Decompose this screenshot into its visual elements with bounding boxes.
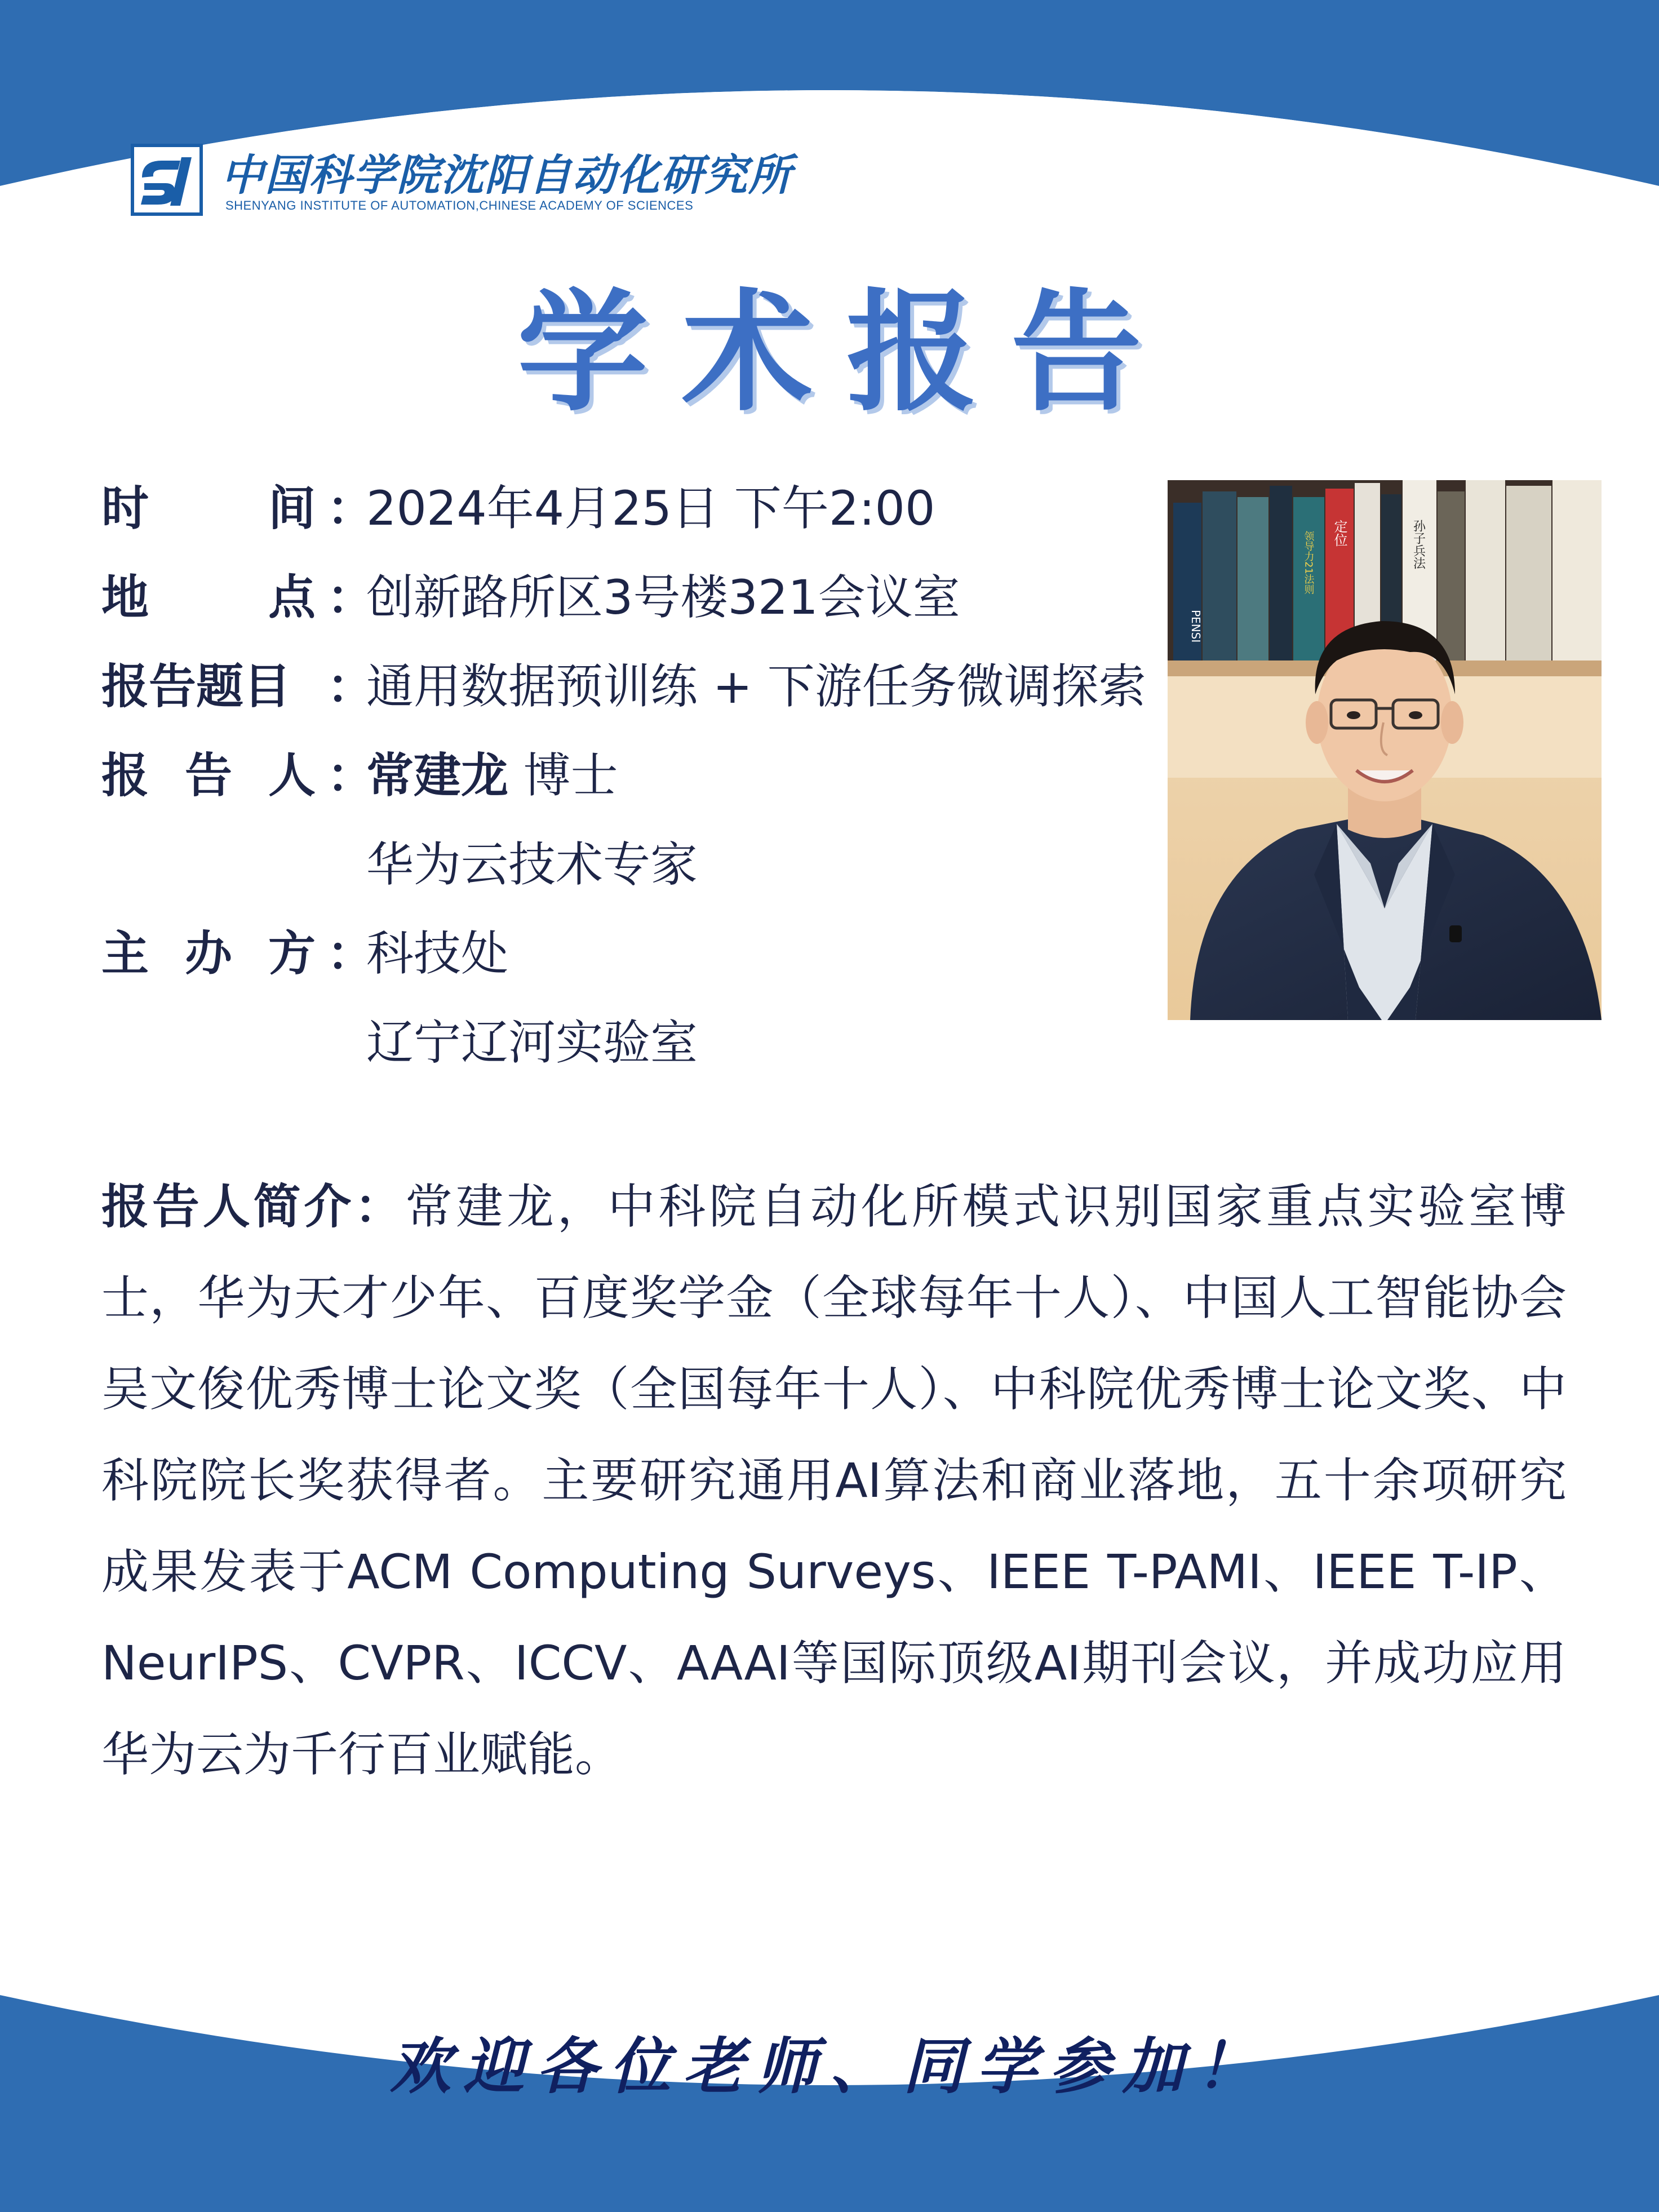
svg-text:领导力21法则: 领导力21法则 [1302,531,1315,595]
institute-logo [131,141,792,220]
place-value: 创新路所区3号楼321会议室 [366,570,960,625]
time-value: 2024年4月25日 下午2:00 [366,481,935,536]
page-title: 学术报告 [517,277,1176,429]
svg-text:孙子兵法: 孙子兵法 [1411,520,1426,569]
speaker-affiliation: 华为云技术专家 [366,837,698,892]
bio-text: 常建龙，中科院自动化所模式识别国家重点实验室博士，华为天才少年、百度奖学金（全球每年十人）、中国人工智能协会吴文俊优秀博士论文奖（全国每年十人）、中科院优秀博士论文奖、中科院院长奖获得者。主要研究通用AI算法和商业落地，五十余项研究成果发表于ACM Computing Surveys、IEEE T-PAMI、IEEE T-IP、NeurIPS、CVPR、ICCV、AAAI等国际顶级AI期刊会议，并成功应用华为云为千行百业赋能。 [101,1179,1567,1782]
speaker-label: 报 告 人 [101,748,316,803]
time-label: 时 间 [101,481,316,536]
host-org-1: 科技处 [366,926,509,981]
institute-name-cn: 中国科学院沈阳自动化研究所 [221,150,792,200]
host-org-2: 辽宁辽河实验室 [366,1015,698,1070]
speaker-degree: 博士 [523,748,618,803]
speaker-name: 常建龙 [366,748,509,803]
svg-text:定位: 定位 [1332,520,1347,547]
institute-name-en: SHENYANG INSTITUTE OF AUTOMATION,CHINESE ACADEMY OF SCIENCES [225,198,694,212]
svg-text:PENSI: PENSI [1189,610,1203,643]
place-label: 地 点 [101,570,316,625]
speaker-value [366,742,618,809]
speaker-bio [101,1161,1567,1800]
host-label: 主 办 方 [101,926,316,981]
bio-label: 报告人简介： [101,1179,406,1234]
topic-label: 报告题目 [101,659,291,714]
sia-logo-icon [131,144,203,216]
welcome-footer: 欢迎各位老师、同学参加！ [389,2031,1269,2102]
topic-value: 通用数据预训练 + 下游任务微调探索 [366,659,1146,714]
speaker-photo [1168,480,1602,1020]
